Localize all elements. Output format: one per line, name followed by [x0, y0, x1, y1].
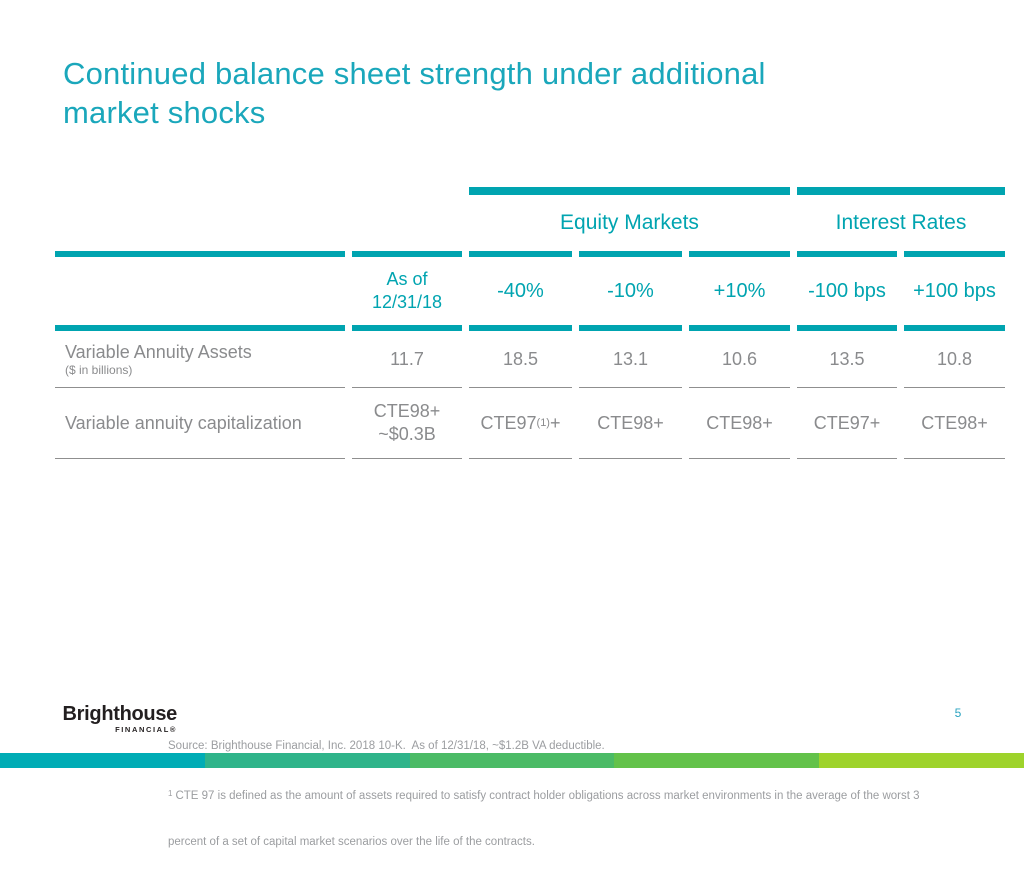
va-cap-minus40: CTE97 (1) + — [480, 412, 561, 433]
col-header-plus-100bps: +100 bps — [913, 280, 996, 302]
va-cap-minus10: CTE98+ — [597, 412, 664, 433]
equity-group-bar — [469, 187, 790, 195]
table-bottom-rule — [469, 458, 572, 459]
col-header-as-of: As of 12/31/18 — [371, 269, 443, 312]
source-footnote-block — [168, 708, 928, 882]
footnote-line2: percent of a set of capital market scenarios over the life of the contracts. — [168, 836, 535, 848]
footnote-marker: 1 — [168, 788, 173, 798]
table-bottom-rule — [689, 458, 790, 459]
row-sublabel-units: ($ in billions) — [65, 362, 133, 377]
va-cap-minus100bps: CTE97+ — [813, 412, 881, 433]
va-cap-plus100bps: CTE98+ — [921, 412, 988, 433]
bar-segment-green — [410, 753, 615, 768]
table-bottom-rule — [55, 458, 345, 459]
col-header-plus-10pct: +10% — [713, 280, 766, 302]
brighthouse-logo — [57, 703, 177, 734]
row-label-va-capitalization: Variable annuity capitalization — [65, 413, 302, 433]
row-label-va-assets: Variable Annuity Assets ($ in billions) — [65, 341, 252, 377]
slide-title-line2: market shocks — [63, 95, 266, 130]
table-bottom-rule — [797, 458, 897, 459]
bottom-gradient-bar — [0, 753, 1024, 768]
va-assets-plus100bps: 10.8 — [936, 348, 973, 369]
va-cap-plus10: CTE98+ — [706, 412, 773, 433]
bar-segment-teal — [0, 753, 205, 768]
slide-title — [63, 54, 943, 132]
shock-scenario-table — [55, 187, 1005, 459]
logo-wordmark: Brighthouse — [62, 703, 177, 725]
table-bottom-rule — [904, 458, 1005, 459]
bar-segment-medium-green — [614, 753, 819, 768]
slide-title-line1: Continued balance sheet strength under additional — [63, 56, 766, 91]
footnote-line1: $^1$ CTE 97 is defined as the amount of assets required to satisfy contract holder obligations across market environments in the average of the worst 3 — [168, 788, 920, 802]
page-number: 5 — [954, 706, 962, 720]
col-header-minus-10pct: -10% — [607, 280, 654, 302]
va-assets-asof: 11.7 — [390, 348, 424, 369]
interest-group-bar — [797, 187, 1005, 195]
logo-subtext: FINANCIAL® — [115, 725, 177, 734]
bar-segment-teal-green — [205, 753, 410, 768]
header-top-rule — [55, 251, 345, 257]
group-header-equity-markets: Equity Markets — [560, 211, 699, 234]
table-bottom-rule — [579, 458, 682, 459]
col-header-minus-100bps: -100 bps — [808, 280, 886, 302]
group-header-interest-rates: Interest Rates — [835, 211, 967, 234]
bar-segment-light-green — [819, 753, 1024, 768]
va-assets-plus10: 10.6 — [721, 348, 758, 369]
source-line: Source: Brighthouse Financial, Inc. 2018 10-K. As of 12/31/18, ~$1.2B VA deductible. — [168, 740, 605, 752]
table-bottom-rule — [352, 458, 462, 459]
va-assets-minus100bps: 13.5 — [829, 348, 865, 369]
va-assets-minus10: 13.1 — [612, 348, 649, 369]
va-cap-asof: CTE98+ ~$0.3B — [373, 401, 441, 444]
col-header-minus-40pct: -40% — [497, 280, 544, 302]
va-assets-minus40: 18.5 — [502, 348, 539, 369]
